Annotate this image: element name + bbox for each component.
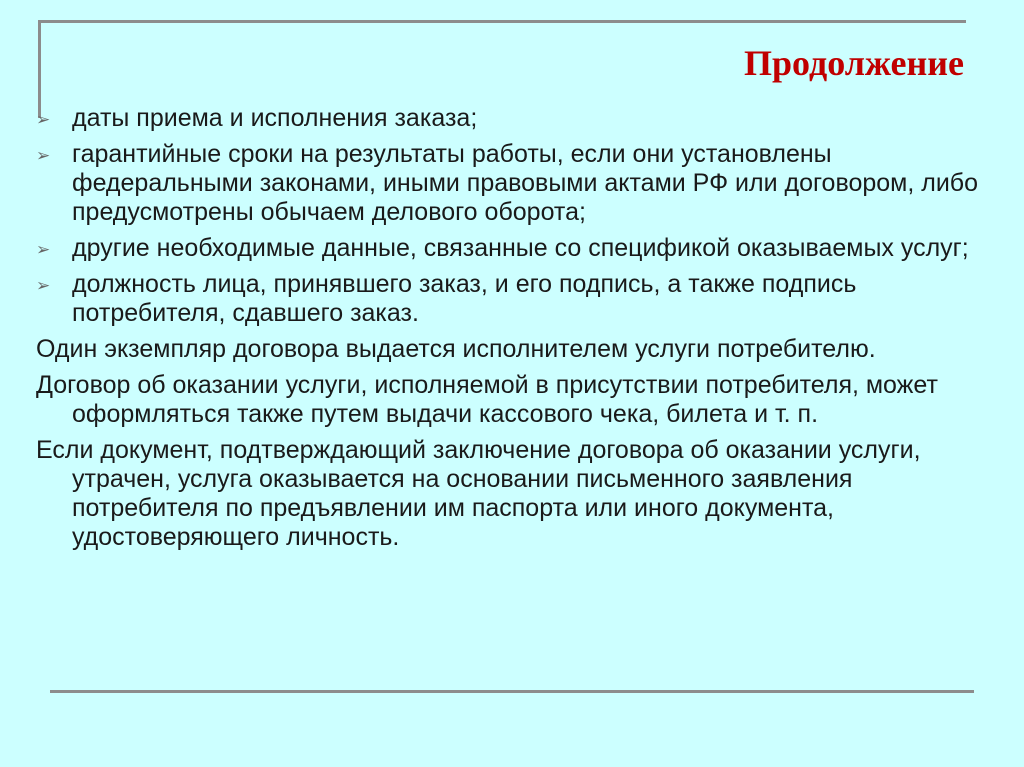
slide-title: Продолжение [744,43,964,83]
bullet-item [36,234,991,263]
paragraph: Договор об оказании услуги, исполняемой в присутствии потребителя, может оформляться также путем выдачи кассового чека, билета и т. п. [36,371,938,428]
paragraph: Если документ, подтверждающий заключение договора об оказании услуги, утрачен, услуга оказывается на основании письменного заявления потребителя по предъявлении им паспорта или иного документа, удостоверяющего личность. [36,436,921,551]
paragraph: Один экземпляр договора выдается исполнителем услуги потребителю. [36,335,876,363]
bullet-item [36,140,991,227]
bullet-text: гарантийные сроки на результаты работы, если они установлены федеральными законами, иными правовыми актами РФ или договором, либо предусмотрены обычаем делового оборота; [72,140,979,226]
arrow-bullet-icon: ➢ [36,276,51,295]
arrow-bullet-icon: ➢ [36,146,51,165]
bullet-item [36,270,991,328]
bullet-text: должность лица, принявшего заказ, и его подпись, а также подпись потребителя, сдавшего заказ. [72,270,857,327]
bullet-text: даты приема и исполнения заказа; [72,104,478,132]
bullet-item [36,104,991,133]
arrow-bullet-icon: ➢ [36,110,51,129]
frame-bottom-line [50,690,974,693]
slide-content [36,104,991,559]
frame-top-line [38,20,966,23]
bullet-text: другие необходимые данные, связанные со спецификой оказываемых услуг; [72,234,969,262]
arrow-bullet-icon: ➢ [36,240,51,259]
